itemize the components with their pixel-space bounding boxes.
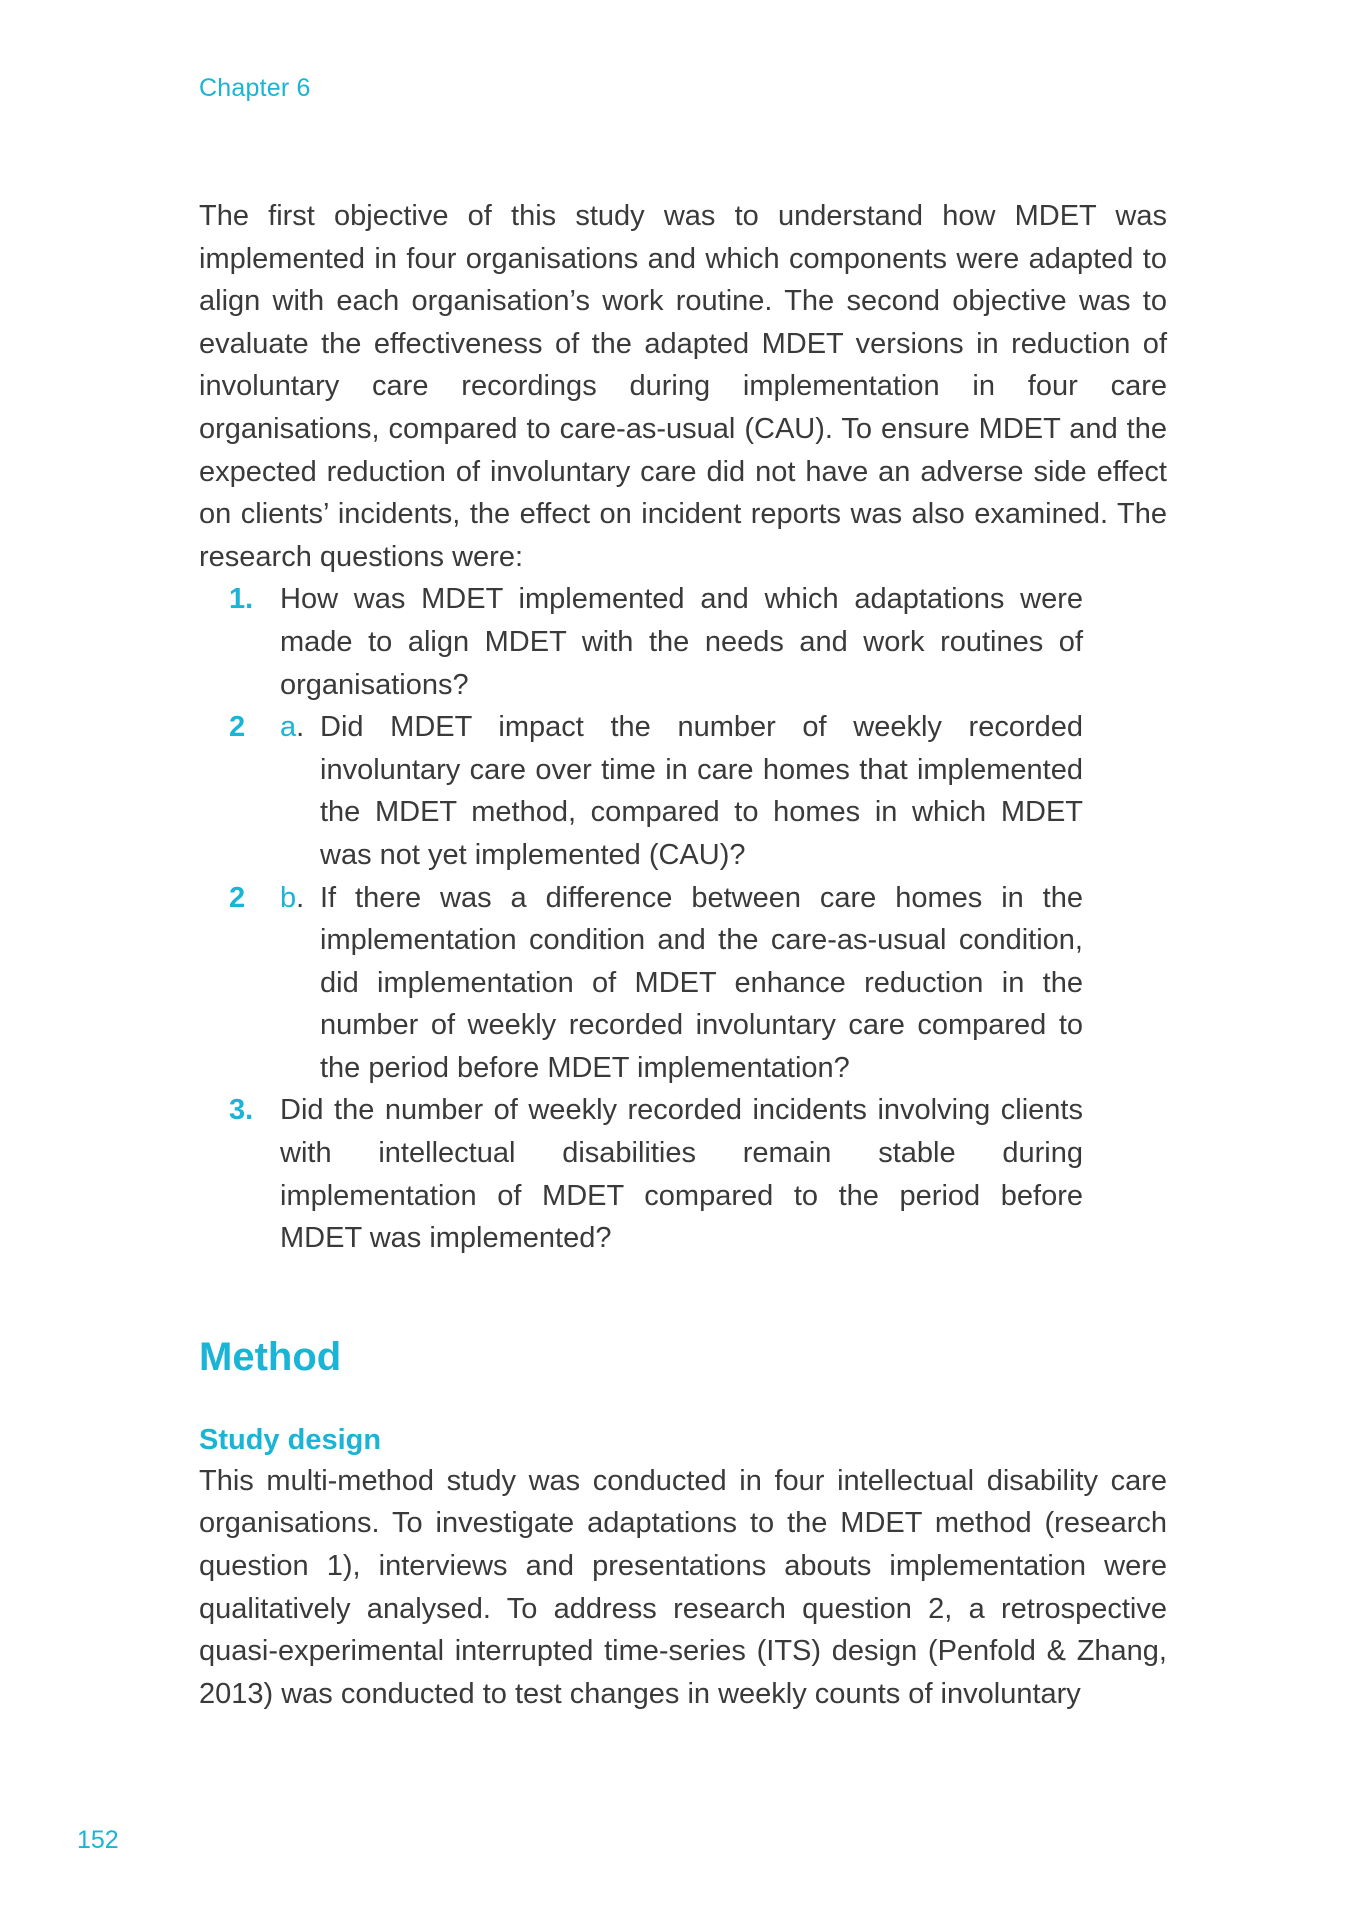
rq-sub-letter: a.	[280, 711, 305, 744]
intro-paragraph: The first objective of this study was to understand how MDET was implemented in four organisations and which components were adapted to align with each organisation’s work routine. The second objective was to evaluate the effectiveness of the adapted MDET versions in reduction of involuntary care recordings during implementation in four care organisations, compared to care-as-usual (CAU). To ensure MDET and the expected reduction of involuntary care did not have an adverse side effect on clients’ incidents, the effect on incident reports was also examined. The research questions were:	[199, 200, 1167, 573]
page-body	[199, 195, 1167, 1715]
rq-text: Did MDET impact the number of weekly recorded involuntary care over time in care homes that implemented the MDET method, compared to homes in which MDET was not yet implemented (CAU)?	[320, 711, 1083, 871]
rq-number: 1.	[229, 583, 254, 616]
research-question-3	[229, 1089, 1083, 1259]
rq-sub-letter: b.	[280, 881, 305, 914]
rq-text: How was MDET implemented and which adaptations were made to align MDET with the needs and work routines of organisations?	[280, 583, 1083, 701]
rq-number: 2	[229, 711, 246, 744]
page-number: 152	[77, 1826, 119, 1854]
research-question-1	[229, 578, 1083, 706]
rq-text: Did the number of weekly recorded incidents involving clients with intellectual disabilities remain stable during implementation of MDET compared to the period before MDET was implemented?	[280, 1094, 1083, 1255]
subsection-heading-study-design: Study design	[199, 1423, 382, 1456]
rq-text: If there was a difference between care homes in the implementation condition and the care-as-usual condition, did implementation of MDET enhance reduction in the number of weekly recorded involuntary care compared to the period before MDET implementation?	[320, 881, 1083, 1084]
research-questions-list	[229, 578, 1083, 1260]
running-head: Chapter 6	[199, 74, 311, 102]
rq-number: 2	[229, 881, 246, 914]
section-heading-method: Method	[199, 1334, 342, 1379]
research-question-2b	[229, 877, 1083, 1090]
research-question-2a	[229, 706, 1083, 876]
study-design-paragraph: This multi-method study was conducted in four intellectual disability care organisations. To investigate adaptations to the MDET method (research question 1), interviews and presentations abouts implementation were qualitatively analysed. To address research question 2, a retrospective quasi-experimental interrupted time-series (ITS) design (Penfold & Zhang, 2013) was conducted to test changes in weekly counts of involuntary	[199, 1464, 1167, 1710]
rq-number: 3.	[229, 1094, 254, 1127]
